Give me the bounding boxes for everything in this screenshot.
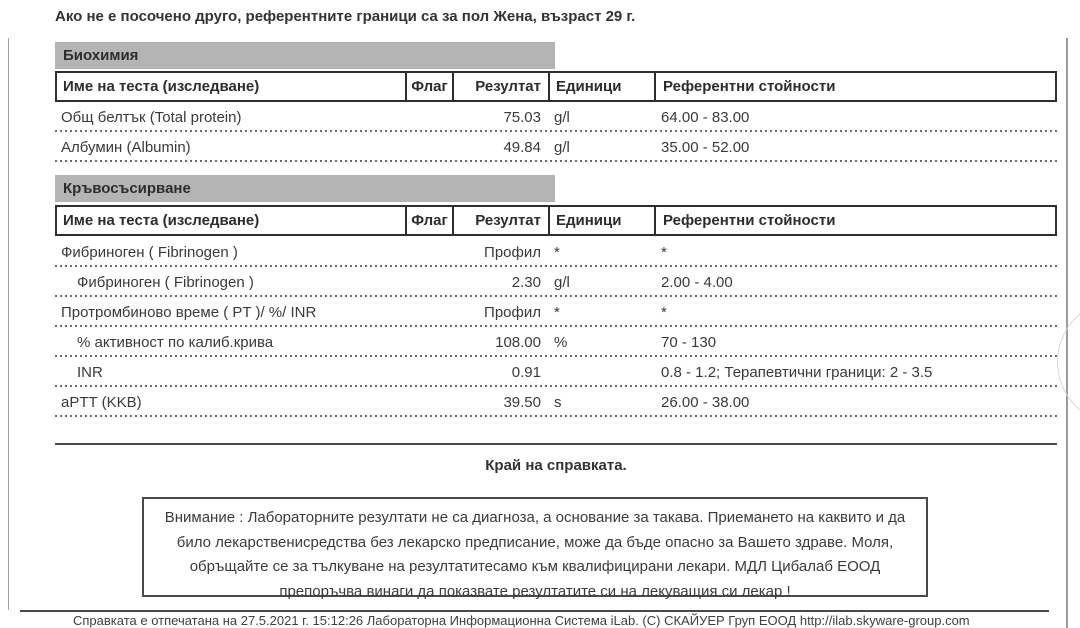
warning-line: Внимание : Лабораторните резултати не са диагноза, а основание за такава. Приемането на каквито и да <box>164 509 906 526</box>
section-title-coagulation: Кръвосъсирване <box>55 175 555 202</box>
reference-cell: 35.00 - 52.00 <box>661 138 750 156</box>
test-name-cell: aPTT (KKB) <box>61 393 142 411</box>
test-name-cell: Фибриноген ( Fibrinogen ) <box>77 273 254 291</box>
units-cell: g/l <box>554 108 570 126</box>
result-cell: 49.84 <box>503 138 541 156</box>
table-row <box>55 267 1057 297</box>
table-header-row <box>55 71 1057 102</box>
footer-divider <box>20 610 1049 612</box>
units-cell: g/l <box>554 273 570 291</box>
result-cell: Профил <box>484 243 541 261</box>
floating-circle-decoration <box>1057 299 1080 425</box>
column-header-reference: Референтни стойности <box>663 78 836 95</box>
section-title-biochemistry: Биохимия <box>55 42 555 69</box>
result-cell: 108.00 <box>495 333 541 351</box>
test-name-cell: INR <box>77 363 103 381</box>
table-row <box>55 387 1057 417</box>
test-name-cell: Общ белтък (Total protein) <box>61 108 242 126</box>
biochemistry-rows <box>55 102 1057 162</box>
column-header-reference: Референтни стойности <box>663 212 836 229</box>
column-header-flag: Флаг <box>407 73 454 100</box>
test-name-cell: Албумин (Albumin) <box>61 138 191 156</box>
result-cell: 39.50 <box>503 393 541 411</box>
table-row <box>55 327 1057 357</box>
test-name-cell: % активност по калиб.крива <box>77 333 274 351</box>
units-cell: s <box>554 393 562 411</box>
report-end-divider <box>55 443 1057 445</box>
table-row <box>55 102 1057 132</box>
units-cell: * <box>554 243 560 261</box>
reference-cell: 70 - 130 <box>661 333 717 351</box>
reference-cell: 64.00 - 83.00 <box>661 108 750 126</box>
reference-cell: 0.8 - 1.2; Терапевтични граници: 2 - 3.5 <box>661 363 933 381</box>
table-header-row <box>55 205 1057 236</box>
reference-range-note: Ако не е посочено друго, референтните граници са за пол Жена, възраст 29 г. <box>55 8 636 25</box>
test-name-cell: Фибриноген ( Fibrinogen ) <box>61 243 238 261</box>
footer-text: Справката е отпечатана на 27.5.2021 г. 15:12:26 Лабораторна Информационна Система iLab. (С) СКАЙУЕР Груп ЕООД http://ilab.skyware-group.com <box>73 613 970 628</box>
table-row <box>55 297 1057 327</box>
column-header-test-name: Име на теста (изследване) <box>57 73 407 100</box>
warning-box <box>142 497 928 600</box>
reference-cell: 26.00 - 38.00 <box>661 393 750 411</box>
warning-line: обръщайте се за тълкуване на резултатитесамо към квалифицирани лекари. МДЛ Цибалаб ЕООД <box>189 558 881 575</box>
column-header-result: Резултат <box>454 207 550 234</box>
column-header-units: Единици <box>550 207 656 234</box>
result-cell: 2.30 <box>511 273 541 291</box>
coagulation-rows <box>55 237 1057 417</box>
reference-cell: * <box>661 243 667 261</box>
units-cell: % <box>554 333 568 351</box>
column-header-test-name: Име на теста (изследване) <box>57 207 407 234</box>
table-row <box>55 357 1057 387</box>
column-header-flag: Флаг <box>407 207 454 234</box>
page-left-border <box>8 38 9 610</box>
table-row <box>55 132 1057 162</box>
units-cell: * <box>554 303 560 321</box>
table-row <box>55 237 1057 267</box>
result-cell: 75.03 <box>503 108 541 126</box>
column-header-result: Резултат <box>454 73 550 100</box>
reference-cell: * <box>661 303 667 321</box>
warning-line: препоръчва винаги да показвате резултатите си на лекуващия си лекар ! <box>279 582 791 600</box>
test-name-cell: Протромбиново време ( PT )/ %/ INR <box>61 303 317 321</box>
result-cell: Профил <box>484 303 541 321</box>
warning-line: било лекарственисредства без лекарско предписание, може да бъде опасно за Вашето здраве. Моля, <box>176 533 894 551</box>
end-of-report-note: Край на справката. <box>485 457 627 474</box>
units-cell: g/l <box>554 138 570 156</box>
column-header-units: Единици <box>550 73 656 100</box>
result-cell: 0.91 <box>511 363 541 381</box>
reference-cell: 2.00 - 4.00 <box>661 273 733 291</box>
